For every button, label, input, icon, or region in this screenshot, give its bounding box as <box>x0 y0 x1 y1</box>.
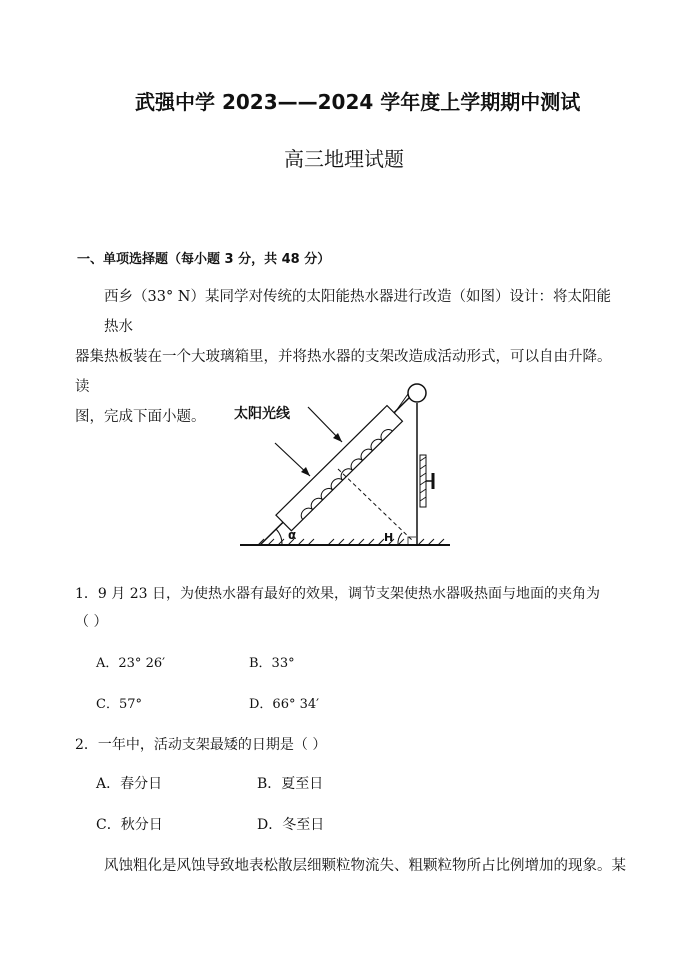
q1-option-a[interactable]: A．23° 26′ <box>96 656 166 671</box>
q2-option-b[interactable]: B．夏至日 <box>257 776 324 792</box>
q2-option-a[interactable]: A．春分日 <box>96 776 163 792</box>
q2-option-d[interactable]: D．冬至日 <box>257 817 325 833</box>
q1-option-b[interactable]: B．33° <box>249 656 295 671</box>
solar-heater-diagram <box>230 375 460 555</box>
h-label: H <box>384 531 394 544</box>
exam-title: 武强中学 2023——2024 学年度上学期期中测试 <box>135 90 581 114</box>
question-1-blank: （ ） <box>75 614 108 630</box>
question-2-stem: 2．一年中，活动支架最矮的日期是（ ） <box>75 737 327 753</box>
passage-2: 风蚀粗化是风蚀导致地表松散层细颗粒物流失、粗颗粒物所占比例增加的现象。某 <box>104 858 626 874</box>
exam-subtitle: 高三地理试题 <box>284 147 404 171</box>
dashed-line <box>338 469 413 541</box>
passage-1-line: 西乡（33° N）某同学对传统的太阳能热水器进行改造（如图）设计：将太阳能热水 <box>104 289 611 335</box>
alpha-arc <box>276 529 282 545</box>
section-heading: 一、单项选择题（每小题 3 分，共 48 分） <box>77 252 331 267</box>
q1-option-c[interactable]: C．57° <box>96 697 142 712</box>
passage-1-line: 器集热板装在一个大玻璃箱里，并将热水器的支架改造成活动形式，可以自由升降。读 <box>75 349 612 395</box>
question-1-stem: 1．9 月 23 日，为使热水器有最好的效果，调节支架使热水器吸热面与地面的夹角为 <box>75 586 600 602</box>
passage-1-line: 图，完成下面小题。 <box>75 409 206 425</box>
sun-label: 太阳光线 <box>234 406 290 422</box>
pulley-icon <box>408 384 426 402</box>
q2-option-c[interactable]: C．秋分日 <box>96 817 163 833</box>
alpha-label: α <box>288 528 297 542</box>
collector-box <box>276 406 403 531</box>
q1-option-d[interactable]: D．66° 34′ <box>249 697 320 712</box>
